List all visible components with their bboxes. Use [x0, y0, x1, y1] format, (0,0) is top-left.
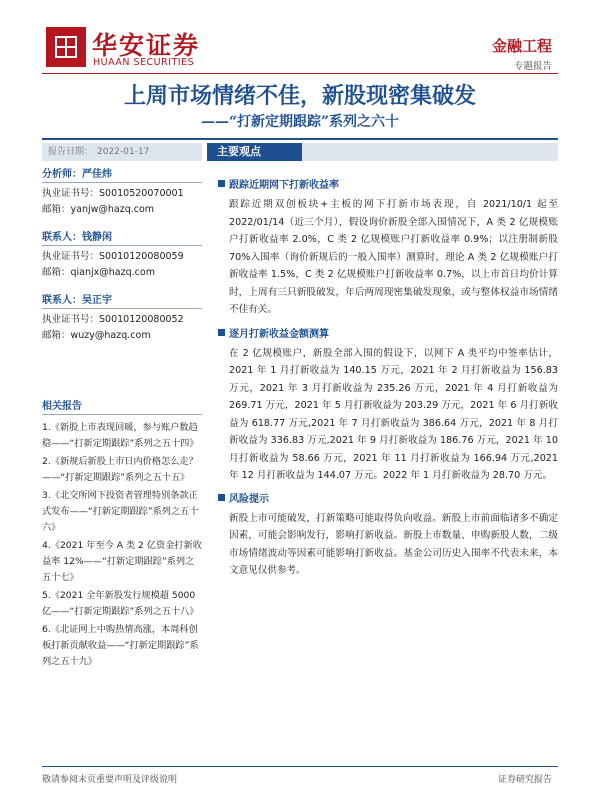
main-content [218, 178, 558, 580]
brand-name-cn: 华安证券 [92, 31, 201, 60]
analyst-card [42, 228, 202, 281]
analyst-role: 联系人： [42, 232, 82, 243]
analyst-role: 联系人： [42, 295, 82, 306]
related-report-item[interactable]: 1.《新股上市表现回暖，参与账户数趋稳——“打新定期跟踪”系列之五十四》 [42, 422, 199, 449]
analyst-panel [42, 165, 202, 354]
cert-label: 执业证书号： [42, 188, 100, 199]
email-link[interactable]: wuzy@hazq.com [70, 330, 151, 341]
email-link[interactable]: yanjw@hazq.com [70, 204, 155, 215]
cert-number: S0010120080059 [99, 251, 184, 262]
section-heading: 跟踪近期网下打新收益率 [229, 180, 339, 191]
report-title: 上周市场情绪不佳，新股现密集破发 [123, 83, 476, 109]
square-bullet-icon [218, 494, 225, 501]
section-heading: 风险提示 [229, 493, 269, 505]
report-date [42, 143, 202, 161]
email-link[interactable]: qianjx@hazq.com [70, 267, 155, 278]
email-label: 邮箱： [42, 204, 71, 215]
main-views-heading: 主要观点 [207, 143, 302, 161]
analyst-card [42, 291, 202, 344]
square-bullet-icon [218, 180, 225, 187]
analyst-role: 分析师： [42, 169, 82, 180]
cert-label: 执业证书号： [42, 251, 100, 262]
section-ipo-yield [218, 178, 558, 319]
section-risk-warning [218, 492, 558, 580]
report-date-value: 2022-01-17 [97, 147, 150, 157]
section-body: 在 2 亿规模账户，新股全部入围的假设下，以网下 A 类平均中签率估计，2021 年 1 月打新收益为 140.15 万元，2021 年 2 月打新收益为 156.83 万元，2021 年 3 月打新收益为 235.26 万元，2021 年 4 月打新收益为 269.71 万元，2021 年 5 月打新收益为 203.29 万元，2021 年 6 月打新收益为 618.77 万元,2021 年 7 月打新收益为 386.64 万元，2021 年 8 月打新收益为 336.83 万元,2021 年 9 月打新收益为 186.76 万元，2021 年 10 月打新收益为 58.66 万元，2021 年 11 月打新收益为 166.94 万元,2021 年 12 月打新收益为 144.07 万元。2022 年 1 月打新收益为 28.70 万元。 [229, 347, 558, 481]
section-body: 跟踪近期双创板块+主板的网下打新市场表现，自 2021/10/1 起至 2022/01/14（近三个月），假设询价新股全部入围情况下，A 类 2 亿规模账户打新收益率 2.0%，C 类 2 亿规模账户打新收益率 0.9%；以注册制新股 70%入围率（询价新规后的一般入围率）测算时，理论 A 类 2 亿规模账户打新收益率 1.5%，C 类 2 亿规模账户打新收益率 0.7%，以上市首日均价计算时，上周有三只新股破发，年后两周现密集破发现象，或与整体权益市场情绪不佳有关。 [229, 199, 558, 315]
cert-number: S0010520070001 [99, 188, 184, 199]
footer-label: 证券研究报告 [497, 775, 552, 785]
title-divider [42, 138, 558, 140]
header-divider [42, 73, 558, 74]
related-report-item[interactable]: 5.《2021 全年新股发行规模超 5000 亿——“打新定期跟踪”系列之五十八》 [42, 590, 199, 617]
cert-number: S0010120080052 [99, 314, 184, 325]
related-report-item[interactable]: 3.《北交所网下投资者管理特别条款正式发布——“打新定期跟踪”系列之五十六》 [42, 490, 199, 533]
related-report-item[interactable]: 4.《2021 年至今 A 类 2 亿资金打新收益率 12%——“打新定期跟踪”系列之五十七》 [42, 540, 202, 583]
section-heading: 逐月打新收益金额测算 [229, 328, 329, 340]
analyst-name: 严佳炜 [82, 169, 112, 180]
related-reports-list [42, 420, 202, 672]
related-report-item[interactable]: 6.《北证网上中购热情高涨，本周科创板打新贡献收益——“打新定期跟踪”系列之五十九》 [42, 624, 199, 667]
cert-label: 执业证书号： [42, 314, 100, 325]
report-date-label: 报告日期： [48, 147, 94, 157]
footer-divider [42, 766, 558, 767]
related-reports-heading: 相关报告 [42, 397, 202, 415]
report-subtitle: ——“打新定期跟踪”系列之六十 [200, 114, 400, 130]
brand-name-en: HUAAN SECURITIES [93, 57, 195, 68]
analyst-name: 吴正宇 [82, 295, 112, 306]
related-report-item[interactable]: 2.《新规后新股上市日内价格怎么走？——“打新定期跟踪”系列之五十五》 [42, 456, 198, 483]
footer-disclaimer: 敬请参阅末页重要声明及评级说明 [42, 775, 178, 785]
report-type: 金融工程 [491, 37, 552, 55]
email-label: 邮箱： [42, 267, 71, 278]
square-bullet-icon [218, 329, 225, 336]
analyst-card [42, 165, 202, 218]
section-body: 新股上市可能破发，打新策略可能取得负向收益。新股上市前面临诸多不确定因素，可能会影响发行，影响打新收益。新股上市数量、申购新股人数，二级市场情绪波动等因素可能影响打新收益。基金公司历史入围率不代表未来，本文意见仅供参考。 [229, 512, 558, 576]
analyst-name: 钱静闲 [82, 232, 112, 243]
email-label: 邮箱： [42, 330, 71, 341]
huaan-logo [46, 27, 86, 67]
section-monthly-income [218, 327, 558, 485]
main-views-bar [207, 143, 558, 161]
report-subtype: 专题报告 [513, 61, 552, 72]
